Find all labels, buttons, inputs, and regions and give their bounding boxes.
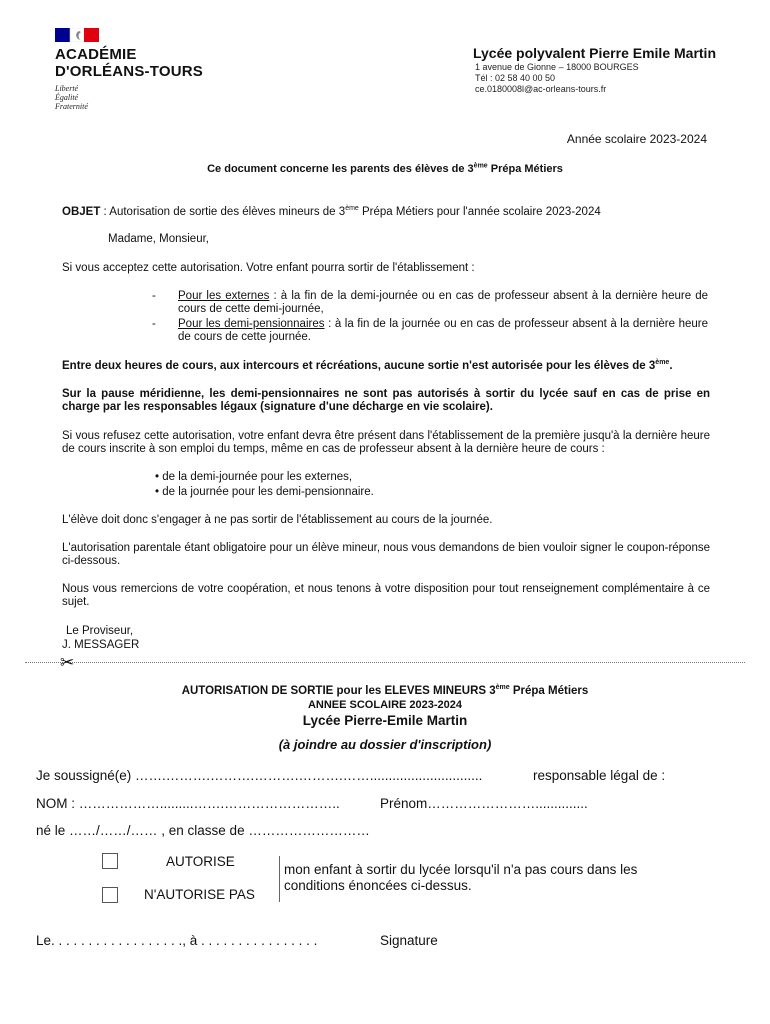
form-note: (à joindre au dossier d'inscription): [278, 737, 492, 752]
nautorise-label: N'AUTORISE PAS: [144, 887, 255, 902]
rule-midday: Sur la pause méridienne, les demi-pensionnaires ne sont pas autorisés à sortir du lycée sauf en cas de prise en charge par les responsables légaux (signature d'une décharge en vie scolaire).: [62, 388, 710, 413]
object-sup: ème: [345, 205, 359, 213]
republic-motto: [55, 84, 88, 111]
form-subtitle: ANNEE SCOLAIRE 2023-2024: [307, 699, 463, 711]
rule-text-end: .: [669, 360, 673, 372]
rule-text: Entre deux heures de cours, aux intercours et récréations, aucune sortie n'est autorisée pour les élèves de 3: [62, 360, 656, 372]
school-phone: Tél : 02 58 40 00 50: [475, 73, 556, 83]
school-email[interactable]: ce.0180008l@ac-orleans-tours.fr: [475, 84, 607, 94]
parental-paragraph: L'autorisation parentale étant obligatoire pour un élève mineur, nous vous demandons de bien vouloir signer le coupon-réponse ci-dessous.: [62, 542, 710, 567]
consent-text: mon enfant à sortir du lycée lorsqu'il n'a pas cours dans les conditions énoncées ci-dessus.: [284, 862, 638, 893]
autorise-label: AUTORISE: [166, 854, 235, 869]
greeting: Madame, Monsieur,: [108, 233, 209, 245]
document-concern: [60, 163, 710, 175]
scissors-icon: ✂: [60, 653, 75, 672]
french-flag-logo: [55, 28, 99, 42]
bullet-demi-pensionnaires: [178, 318, 708, 344]
nom-field[interactable]: NOM : ……………….........…….……………………..: [36, 796, 340, 811]
autorise-checkbox[interactable]: [102, 853, 118, 869]
motto-liberte: Liberté: [55, 84, 79, 93]
object-line: [62, 206, 601, 218]
concern-text-end: Prépa Métiers: [487, 163, 563, 175]
bullet-dash: -: [152, 290, 156, 302]
bullet-dash: -: [152, 318, 156, 330]
form-title: [40, 685, 730, 697]
concern-text: Ce document concerne les parents des élèves de 3: [207, 163, 474, 175]
signoff-name: J. MESSAGER: [62, 639, 140, 651]
signature-label: Signature: [380, 933, 438, 948]
thanks-paragraph: Nous vous remercions de votre coopération, et nous tenons à votre disposition pour tout renseignement complémentaire à ce sujet.: [62, 583, 710, 608]
school-contact: [475, 62, 639, 95]
bullet-externes: [178, 290, 708, 316]
signoff-title: Le Proviseur,: [66, 625, 134, 637]
object-label: OBJET: [62, 206, 101, 218]
school-address: 1 avenue de Gionne – 18000 BOURGES: [475, 62, 639, 72]
bullet-text: : à la fin de la journée ou en cas de professeur absent à la dernière heure de cours de cette journée.: [178, 318, 708, 343]
rule-intercours: [62, 360, 710, 373]
nautorise-checkbox[interactable]: [102, 887, 118, 903]
option-bracket: [279, 856, 280, 902]
motto-egalite: Égalité: [55, 93, 79, 102]
prenom-field[interactable]: Prénom……………………..............: [380, 796, 588, 811]
bullet-label: Pour les externes: [178, 290, 270, 302]
form-school: Lycée Pierre-Emile Martin: [302, 713, 468, 728]
refuse-paragraph: Si vous refusez cette autorisation, votre enfant devra être présent dans l'établissement de la première jusqu'à la dernière heure de cours inscrite à son emploi du temps, même en cas de professeur absent à la dernière heure de cours :: [62, 430, 710, 455]
school-year: Année scolaire 2023-2024: [566, 132, 707, 146]
form-title-end: Prépa Métiers: [509, 685, 589, 697]
school-name: Lycée polyvalent Pierre Emile Martin: [472, 45, 716, 61]
concern-sup: ème: [473, 162, 488, 170]
bullet-text: : à la fin de la demi-journée ou en cas de professeur absent à la dernière heure de cours de cette demi-journée,: [178, 290, 708, 315]
refuse-item: • de la demi-journée pour les externes,: [155, 471, 353, 483]
academy-name-line2: D'ORLÉANS-TOURS: [55, 63, 203, 80]
object-text-end: Prépa Métiers pour l'année scolaire 2023-2024: [358, 206, 601, 218]
responsable-label: responsable légal de :: [533, 768, 666, 783]
form-title-text: AUTORISATION DE SORTIE pour les ELEVES MINEURS 3: [181, 685, 496, 697]
rule-sup: ème: [655, 359, 670, 367]
motto-fraternite: Fraternité: [55, 102, 88, 111]
engage-paragraph: L'élève doit donc s'engager à ne pas sortir de l'établissement au cours de la journée.: [62, 514, 493, 526]
academy-name-line1: ACADÉMIE: [55, 46, 137, 63]
refuse-item: • de la journée pour les demi-pensionnaire.: [155, 486, 374, 498]
bullet-label: Pour les demi-pensionnaires: [178, 318, 325, 330]
date-place-field[interactable]: Le. . . . . . . . . . . . . . . . . ., à . . . . . . . . . . . . . . . .: [36, 933, 318, 948]
soussigne-field[interactable]: Je soussigné(e) …….……….……….……….……….……..............................: [36, 768, 483, 783]
intro-paragraph: Si vous acceptez cette autorisation. Votre enfant pourra sortir de l'établissement :: [62, 262, 475, 274]
birth-class-field[interactable]: né le ……/……/…… , en classe de ………………………: [36, 823, 370, 838]
cut-line: [25, 662, 745, 663]
object-text: : Autorisation de sortie des élèves mineurs de 3: [100, 206, 346, 218]
form-title-sup: ème: [495, 684, 510, 692]
